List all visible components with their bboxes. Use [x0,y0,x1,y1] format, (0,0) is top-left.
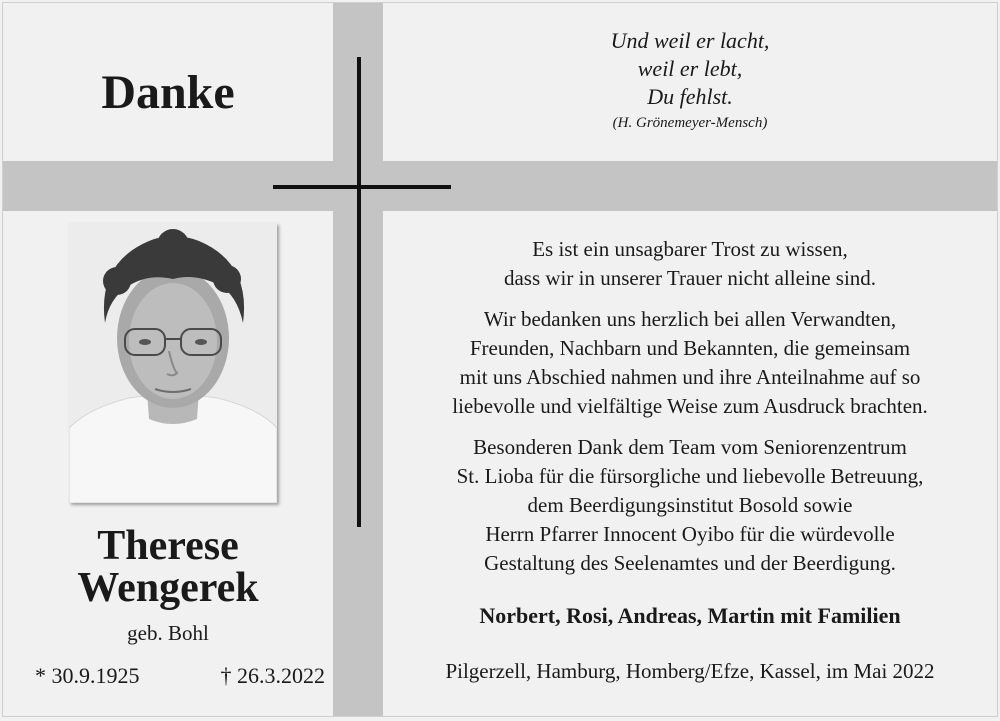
quote-line: Und weil er lacht, [610,28,770,53]
text-line: liebevolle und vielfältige Weise zum Ausdruck brachten. [452,394,928,418]
page-title: Danke [101,66,235,119]
paragraph [383,305,997,421]
portrait-image [69,223,277,503]
death-date: † 26.3.2022 [220,663,325,688]
text-line: Besonderen Dank dem Team vom Seniorenzentrum [473,435,907,459]
quote-block [383,27,997,132]
paragraph [383,235,997,293]
deceased-name [3,525,333,609]
quote-line: weil er lebt, [637,56,743,81]
life-dates [35,663,325,689]
text-line: Es ist ein unsagbarer Trost zu wissen, [532,237,848,261]
birth-name: geb. Bohl [127,621,209,645]
last-name: Wengerek [77,565,259,611]
text-line: Gestaltung des Seelenamtes und der Beerdigung. [484,551,896,575]
first-name: Therese [97,523,239,569]
cross-horizontal-beam [273,185,451,189]
portrait-photo [69,223,277,503]
text-line: St. Lioba für die fürsorgliche und liebevolle Betreuung, [456,464,924,488]
signature: Norbert, Rosi, Andreas, Martin mit Familien [479,603,901,628]
place-date: Pilgerzell, Hamburg, Homberg/Efze, Kassel, im Mai 2022 [445,659,935,683]
birth-date: * 30.9.1925 [35,663,140,688]
text-line: mit uns Abschied nahmen und ihre Anteilnahme auf so [459,365,921,389]
horizontal-gray-band [3,161,997,211]
quote-line: Du fehlst. [647,84,733,109]
cross-vertical-beam [357,57,361,527]
text-line: Wir bedanken uns herzlich bei allen Verwandten, [483,307,897,331]
obituary-card [2,2,998,717]
quote-attribution: (H. Grönemeyer-Mensch) [612,115,768,131]
text-line: dass wir in unserer Trauer nicht alleine sind. [503,266,877,290]
text-line: Herrn Pfarrer Innocent Oyibo für die würdevolle [485,522,895,546]
text-line: dem Beerdigungsinstitut Bosold sowie [527,493,853,517]
thanks-text [383,235,997,590]
text-line: Freunden, Nachbarn und Bekannten, die gemeinsam [469,336,911,360]
paragraph [383,433,997,578]
